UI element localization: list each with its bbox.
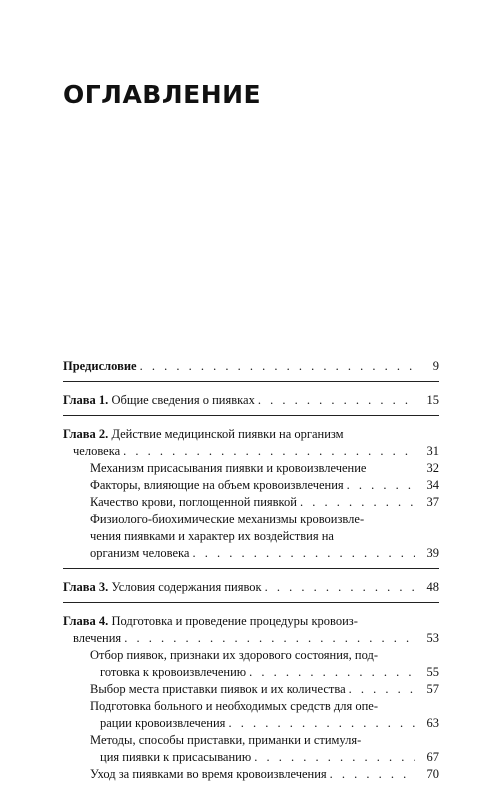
divider [63,415,439,416]
leader-dots [192,545,415,562]
page-title: ОГЛАВЛЕНИЕ [63,80,262,109]
toc-page-number: 53 [426,631,439,645]
toc-entry-text: человека [73,444,121,458]
toc-entry-text: Предисловие [63,359,137,373]
toc-entry-text: организм человека [90,546,190,560]
toc-page-number: 31 [426,444,439,458]
toc-page-number: 48 [426,580,439,594]
toc-entry-text: Выбор места приставки пиявок и их количества [90,682,346,696]
toc-page-number: 34 [426,478,439,492]
leader-dots [140,358,415,375]
toc-subentry [63,681,439,698]
toc-subentry [63,766,439,783]
toc-entry-text: влечения [73,631,122,645]
toc-entry-text: чения пиявками и характер их воздействия на [90,529,334,543]
toc-entry-text: ция пиявки к присасыванию [100,750,252,764]
toc-entry-text: Отбор пиявок, признаки их здорового состояния, под- [90,648,379,662]
leader-dots [300,494,415,511]
toc-page-number: 63 [426,716,439,730]
leader-dots [123,443,415,460]
chapter-label: Глава 1. [63,393,109,407]
toc-entry-text: Факторы, влияющие на объем кровоизвлечения [90,478,344,492]
toc-subentry [63,732,439,766]
leader-dots [124,630,415,647]
chapter-label: Глава 2. [63,427,109,441]
toc-entry-text: Механизм присасывания пиявки и кровоизвлечение [90,461,367,475]
leader-dots [347,477,415,494]
toc-entry-preface [63,358,439,375]
toc-page-number: 70 [426,767,439,781]
leader-dots [330,766,415,783]
leader-dots [249,664,415,681]
chapter-label: Глава 4. [63,614,109,628]
toc-page-number: 57 [426,682,439,696]
toc-page-number: 37 [426,495,439,509]
table-of-contents [63,352,439,783]
toc-entry-text: Подготовка больного и необходимых средств для опе- [90,699,378,713]
toc-entry-text: Общие сведения о пиявках [111,393,255,407]
chapter-label: Глава 3. [63,580,109,594]
toc-entry-text: Действие медицинской пиявки на организм [111,427,344,441]
toc-page-number: 55 [426,665,439,679]
toc-entry-chapter-1 [63,392,439,409]
toc-entry-chapter-2 [63,426,439,460]
toc-subentry [63,511,439,562]
toc-entry-text: готовка к кровоизвлечению [100,665,247,679]
leader-dots [258,392,415,409]
toc-entry-text: Физиолого-биохимические механизмы кровоизвле- [90,512,365,526]
toc-entry-text: Качество крови, поглощенной пиявкой [90,495,297,509]
leader-dots [254,749,415,766]
toc-page-number: 15 [426,393,439,407]
toc-subentry [63,698,439,732]
toc-page-number: 9 [432,359,439,373]
toc-entry-chapter-4 [63,613,439,647]
toc-entry-text: рации кровоизвлечения [100,716,226,730]
toc-page-number: 67 [426,750,439,764]
divider [63,381,439,382]
toc-entry-text: Условия содержания пиявок [111,580,262,594]
divider [63,568,439,569]
toc-entry-text: Подготовка и проведение процедуры кровоиз- [111,614,358,628]
toc-page-number: 39 [426,546,439,560]
toc-page-number: 32 [426,461,439,475]
toc-subentry [63,460,439,477]
leader-dots [349,681,415,698]
toc-entry-chapter-3 [63,579,439,596]
toc-entry-text: Уход за пиявками во время кровоизвлечения [90,767,327,781]
toc-entry-text: Методы, способы приставки, приманки и стимуля- [90,733,362,747]
leader-dots [228,715,415,732]
toc-subentry [63,477,439,494]
toc-subentry [63,647,439,681]
divider [63,602,439,603]
toc-subentry [63,494,439,511]
leader-dots [265,579,415,596]
